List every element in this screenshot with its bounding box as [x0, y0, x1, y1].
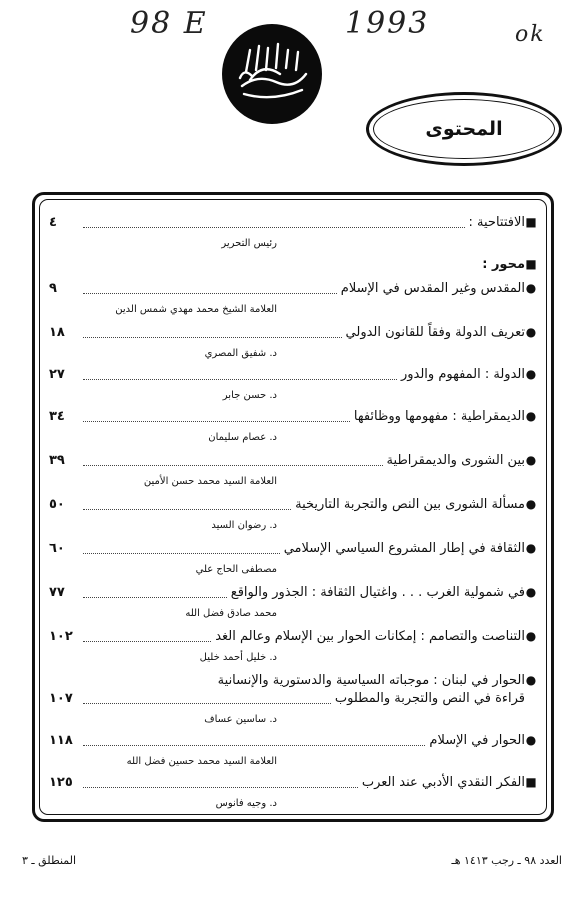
toc-title[interactable]: في شمولية الغرب . . . واغتيال الثقافة : الجذور والواقع — [230, 585, 525, 600]
toc-author: العلامة الشيخ محمد مهدي شمس الدين — [115, 304, 277, 315]
toc-page: ٧٧ — [49, 585, 65, 600]
leader-dots — [83, 293, 337, 294]
circle-bullet-icon: ● — [525, 367, 537, 381]
toc-page: ٣٤ — [49, 409, 65, 424]
toc-item — [49, 627, 537, 665]
toc-title[interactable]: الدولة : المفهوم والدور — [400, 367, 525, 382]
toc-page: ٤ — [49, 215, 57, 230]
toc-item — [49, 539, 537, 577]
toc-title[interactable]: الثقافة في إطار المشروع السياسي الإسلامي — [283, 541, 525, 556]
leader-dots — [83, 641, 211, 642]
leader-dots — [83, 337, 342, 338]
toc-page: ٣٩ — [49, 453, 65, 468]
leader-dots — [83, 465, 383, 466]
leader-dots — [83, 421, 350, 422]
toc-page: ٦٠ — [49, 541, 65, 556]
toc-page: ٥٠ — [49, 497, 65, 512]
leader-dots — [83, 227, 465, 228]
section-title: محور : — [482, 257, 525, 272]
leader-dots — [83, 553, 280, 554]
toc-author: العلامة السيد محمد حسين فضل الله — [126, 756, 277, 767]
toc-page: ١٠٧ — [49, 691, 73, 706]
toc-item — [49, 583, 537, 621]
footer-page-number: المنطلق ـ ٣ — [22, 854, 77, 867]
handwritten-issue-number: 98 E — [130, 6, 208, 41]
leader-dots — [83, 745, 425, 746]
leader-dots — [83, 703, 331, 704]
toc-item — [49, 495, 537, 533]
toc-author: د. وجيه فانوس — [215, 798, 277, 809]
circle-bullet-icon: ● — [525, 453, 537, 467]
footer-issue-info: العدد ٩٨ ـ رجب ١٤١٣ هـ — [451, 854, 562, 867]
circle-bullet-icon: ● — [525, 409, 537, 423]
toc-title-continued[interactable]: قراءة في النص والتجربة والمطلوب — [334, 691, 525, 706]
toc-author: محمد صادق فضل الله — [185, 608, 277, 619]
toc-title[interactable]: الحوار في الإسلام — [429, 733, 525, 748]
circle-bullet-icon: ● — [525, 629, 537, 643]
toc-title[interactable]: بين الشورى والديمقراطية — [386, 453, 525, 468]
circle-bullet-icon: ● — [525, 673, 537, 687]
square-bullet-icon: ■ — [525, 215, 537, 229]
toc-page: ١٢٥ — [49, 775, 73, 790]
toc-author: د. شفيق المصري — [204, 348, 277, 359]
toc-item — [49, 451, 537, 489]
table-of-contents-frame — [32, 192, 554, 822]
circle-bullet-icon: ● — [525, 497, 537, 511]
toc-author: العلامة السيد محمد حسن الأمين — [143, 476, 277, 487]
leader-dots — [83, 597, 227, 598]
toc-author: رئيس التحرير — [221, 238, 277, 249]
toc-title[interactable]: المقدس وغير المقدس في الإسلام — [340, 281, 525, 296]
toc-section-heading — [49, 255, 537, 274]
toc-page: ٩ — [49, 281, 57, 296]
calligraphy-icon — [228, 30, 316, 118]
toc-title[interactable]: التناصت والتصامم : إمكانات الحوار بين الإسلام وعالم الغد — [215, 629, 525, 644]
leader-dots — [83, 509, 291, 510]
circle-bullet-icon: ● — [525, 325, 537, 339]
toc-page: ١٨ — [49, 325, 65, 340]
bismillah-calligraphy-emblem — [222, 24, 322, 124]
toc-author: مصطفى الحاج علي — [195, 564, 277, 575]
toc-author: د. رضوان السيد — [211, 520, 277, 531]
toc-item — [49, 365, 537, 403]
toc-last-item — [49, 773, 537, 811]
toc-title[interactable]: الفكر النقدي الأدبي عند العرب — [361, 775, 525, 790]
circle-bullet-icon: ● — [525, 733, 537, 747]
square-bullet-icon: ■ — [525, 257, 537, 271]
contents-heading-frame — [366, 92, 562, 166]
toc-item — [49, 731, 537, 769]
toc-title[interactable]: الحوار في لبنان : موجباته السياسية والدستورية والإنسانية — [217, 673, 525, 688]
toc-item — [49, 671, 537, 727]
toc-title[interactable]: مسألة الشورى بين النص والتجربة التاريخية — [295, 497, 525, 512]
toc-title[interactable]: تعريف الدولة وفقاً للقانون الدولي — [345, 325, 525, 340]
leader-dots — [83, 787, 358, 788]
toc-author: د. خليل أحمد خليل — [199, 652, 277, 663]
toc-page: ١٠٢ — [49, 629, 73, 644]
toc-editorial — [49, 213, 537, 251]
contents-heading: المحتوى — [425, 118, 503, 140]
circle-bullet-icon: ● — [525, 585, 537, 599]
leader-dots — [83, 379, 397, 380]
toc-author: د. ساسين عساف — [204, 714, 277, 725]
toc-item — [49, 279, 537, 317]
toc-page: ٢٧ — [49, 367, 65, 382]
handwritten-year: 1993 — [345, 6, 430, 41]
toc-author: د. عصام سليمان — [208, 432, 277, 443]
circle-bullet-icon: ● — [525, 541, 537, 555]
toc-page: ١١٨ — [49, 733, 73, 748]
square-bullet-icon: ■ — [525, 775, 537, 789]
toc-title[interactable]: الافتتاحية : — [468, 215, 525, 230]
toc-item — [49, 323, 537, 361]
handwritten-note: ok — [515, 22, 546, 47]
toc-title[interactable]: الديمقراطية : مفهومها ووظائفها — [353, 409, 525, 424]
toc-item — [49, 407, 537, 445]
toc-author: د. حسن جابر — [222, 390, 277, 401]
circle-bullet-icon: ● — [525, 281, 537, 295]
